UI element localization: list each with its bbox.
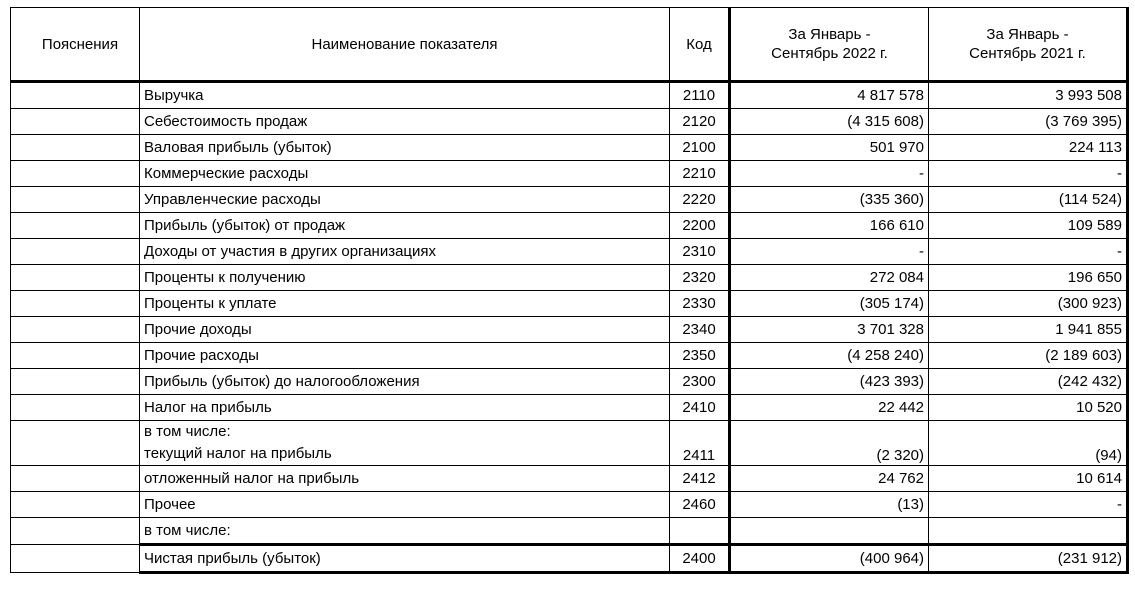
row-name: Прибыль (убыток) до налогообложения: [140, 369, 670, 395]
row-value-2022: (305 174): [730, 291, 929, 317]
table-row: [11, 466, 1128, 492]
table-row: [11, 109, 1128, 135]
row-value-2022: (400 964): [730, 545, 929, 573]
notes-cell: [11, 369, 140, 395]
header-code: Код: [670, 8, 730, 82]
row-value-2022: [730, 518, 929, 545]
table-row: [11, 187, 1128, 213]
header-period-2021: [929, 8, 1128, 82]
row-code: 2200: [670, 213, 730, 239]
row-code: 2320: [670, 265, 730, 291]
row-value-2022: (4 258 240): [730, 343, 929, 369]
row-value-2022: -: [730, 161, 929, 187]
notes-cell: [11, 187, 140, 213]
row-code: 2220: [670, 187, 730, 213]
row-value-2022: (4 315 608): [730, 109, 929, 135]
table-row: [11, 317, 1128, 343]
notes-cell: [11, 421, 140, 466]
row-code: 2300: [670, 369, 730, 395]
header-period-2022: [730, 8, 929, 82]
row-code: 2350: [670, 343, 730, 369]
table-row: [11, 395, 1128, 421]
notes-cell: [11, 265, 140, 291]
row-value-2022: (335 360): [730, 187, 929, 213]
notes-cell: [11, 545, 140, 573]
row-code: 2330: [670, 291, 730, 317]
row-code: [670, 518, 730, 545]
header-period-2022-line1: За Январь -: [788, 26, 871, 43]
header-period-2021-line1: За Январь -: [986, 26, 1069, 43]
row-value-2022: 4 817 578: [730, 82, 929, 109]
notes-cell: [11, 239, 140, 265]
notes-cell: [11, 492, 140, 518]
notes-cell: [11, 518, 140, 545]
header-period-2022-line2: Сентябрь 2022 г.: [771, 45, 888, 62]
row-value-2021: 10 520: [929, 395, 1128, 421]
row-name: Валовая прибыль (убыток): [140, 135, 670, 161]
row-value-2021: [929, 518, 1128, 545]
row-code: 2411: [670, 421, 730, 466]
notes-cell: [11, 161, 140, 187]
row-value-2021: (94): [929, 421, 1128, 466]
row-name: Прочие расходы: [140, 343, 670, 369]
row-value-2021: -: [929, 492, 1128, 518]
table-row: [11, 213, 1128, 239]
row-value-2021: (242 432): [929, 369, 1128, 395]
row-value-2021: 1 941 855: [929, 317, 1128, 343]
row-value-2022: 166 610: [730, 213, 929, 239]
row-value-2022: (13): [730, 492, 929, 518]
row-value-2022: (2 320): [730, 421, 929, 466]
header-indicator-name: Наименование показателя: [140, 8, 670, 82]
table-row: [11, 135, 1128, 161]
row-code: 2210: [670, 161, 730, 187]
table-row: [11, 239, 1128, 265]
table-row: [11, 265, 1128, 291]
row-value-2021: 196 650: [929, 265, 1128, 291]
row-value-2021: 3 993 508: [929, 82, 1128, 109]
header-period-2021-line2: Сентябрь 2021 г.: [969, 45, 1086, 62]
notes-cell: [11, 343, 140, 369]
header-notes: Пояснения: [11, 8, 140, 82]
table-row-net-profit: [11, 545, 1128, 573]
notes-cell: [11, 317, 140, 343]
row-sublabel: в том числе:: [144, 423, 231, 440]
row-name: в том числе:: [140, 518, 670, 545]
row-value-2022: 501 970: [730, 135, 929, 161]
row-code: 2410: [670, 395, 730, 421]
table-row: [11, 421, 1128, 466]
row-name: Доходы от участия в других организациях: [140, 239, 670, 265]
notes-cell: [11, 109, 140, 135]
row-name: Чистая прибыль (убыток): [140, 545, 670, 573]
row-value-2021: -: [929, 239, 1128, 265]
row-value-2022: 24 762: [730, 466, 929, 492]
row-value-2021: 224 113: [929, 135, 1128, 161]
row-name: Проценты к уплате: [140, 291, 670, 317]
row-value-2021: (114 524): [929, 187, 1128, 213]
row-value-2021: (300 923): [929, 291, 1128, 317]
row-name: Себестоимость продаж: [140, 109, 670, 135]
row-name-text: текущий налог на прибыль: [144, 445, 332, 462]
row-name: Прибыль (убыток) от продаж: [140, 213, 670, 239]
row-name: Коммерческие расходы: [140, 161, 670, 187]
row-value-2021: (2 189 603): [929, 343, 1128, 369]
row-name: Проценты к получению: [140, 265, 670, 291]
row-value-2022: (423 393): [730, 369, 929, 395]
row-name: Управленческие расходы: [140, 187, 670, 213]
row-value-2021: (231 912): [929, 545, 1128, 573]
row-name: [140, 421, 670, 466]
income-statement-table: [10, 7, 1129, 574]
table-row: [11, 291, 1128, 317]
row-value-2022: -: [730, 239, 929, 265]
row-value-2021: -: [929, 161, 1128, 187]
row-value-2021: 109 589: [929, 213, 1128, 239]
notes-cell: [11, 395, 140, 421]
notes-cell: [11, 82, 140, 109]
notes-cell: [11, 213, 140, 239]
notes-cell: [11, 135, 140, 161]
row-name: Выручка: [140, 82, 670, 109]
row-name: отложенный налог на прибыль: [140, 466, 670, 492]
row-name: Прочие доходы: [140, 317, 670, 343]
header-row: [11, 8, 1128, 82]
table-row: [11, 161, 1128, 187]
row-value-2022: 22 442: [730, 395, 929, 421]
row-code: 2400: [670, 545, 730, 573]
row-code: 2460: [670, 492, 730, 518]
row-name: Налог на прибыль: [140, 395, 670, 421]
notes-cell: [11, 291, 140, 317]
row-value-2022: 3 701 328: [730, 317, 929, 343]
row-value-2021: 10 614: [929, 466, 1128, 492]
row-code: 2310: [670, 239, 730, 265]
row-value-2022: 272 084: [730, 265, 929, 291]
row-value-2021: (3 769 395): [929, 109, 1128, 135]
row-code: 2340: [670, 317, 730, 343]
table-row: [11, 82, 1128, 109]
row-code: 2100: [670, 135, 730, 161]
row-code: 2120: [670, 109, 730, 135]
row-code: 2412: [670, 466, 730, 492]
table-row: [11, 343, 1128, 369]
row-name: Прочее: [140, 492, 670, 518]
notes-cell: [11, 466, 140, 492]
table-row: [11, 369, 1128, 395]
table-row: [11, 492, 1128, 518]
row-code: 2110: [670, 82, 730, 109]
table-row: [11, 518, 1128, 545]
